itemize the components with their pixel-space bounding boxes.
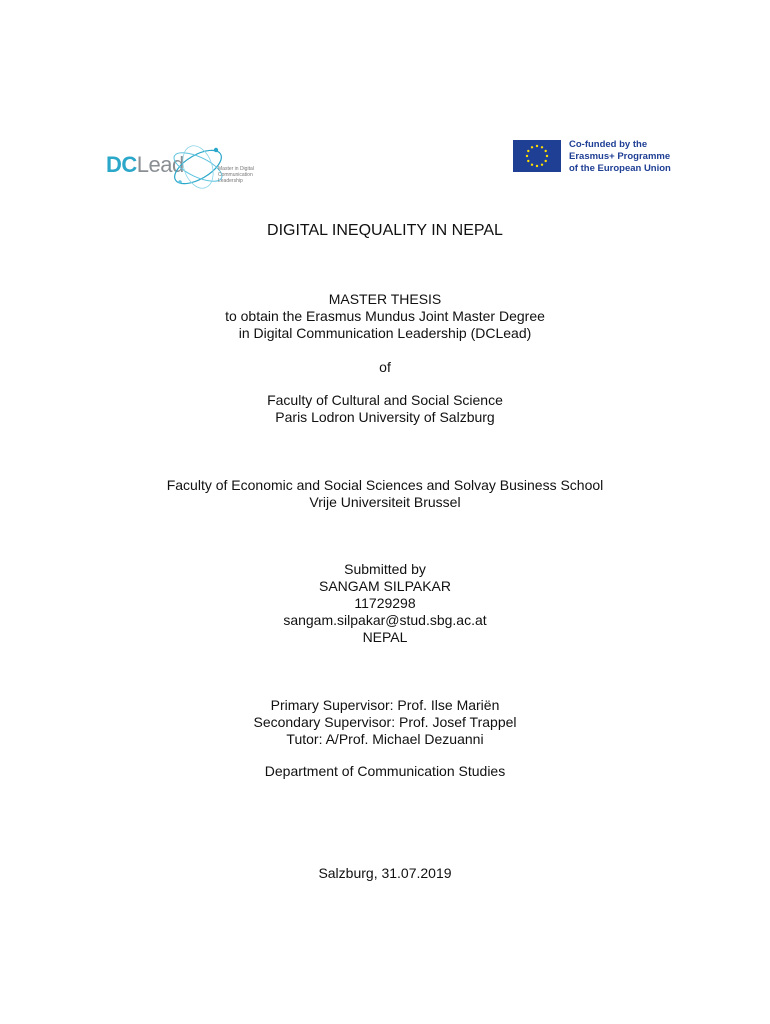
university-name: Vrije Universiteit Brussel <box>309 494 461 510</box>
supervision-block <box>0 697 770 748</box>
eu-stars-icon <box>513 140 561 172</box>
eu-funding-text <box>569 139 671 175</box>
thesis-title <box>0 221 770 241</box>
submission-block <box>0 561 770 646</box>
thesis-purpose-line: to obtain the Erasmus Mundus Joint Master Degree <box>225 308 545 324</box>
place-date: Salzburg, 31.07.2019 <box>318 865 452 881</box>
erasmus-eu-logo <box>513 139 678 175</box>
faculty-name: Faculty of Economic and Social Sciences and Solvay Business School <box>166 477 604 493</box>
author-country: NEPAL <box>362 629 408 645</box>
eu-flag-icon <box>513 140 561 172</box>
place-date-block <box>0 865 770 882</box>
submitted-by-label: Submitted by <box>344 561 426 577</box>
eu-funding-line: Co-funded by the <box>569 139 648 150</box>
author-name: SANGAM SILPAKAR <box>318 578 451 594</box>
thesis-type-block <box>0 291 770 342</box>
dclead-wordmark-lead: Lead <box>136 152 184 177</box>
dclead-subtitle-line: Communication <box>218 172 253 178</box>
dclead-wordmark-dc: DC <box>106 152 137 177</box>
eu-funding-line: of the European Union <box>569 163 671 174</box>
student-id: 11729298 <box>354 595 416 611</box>
department-name: Department of Communication Studies <box>264 763 506 779</box>
primary-supervisor: Primary Supervisor: Prof. Ilse Mariën <box>270 697 500 713</box>
faculty-salzburg <box>0 392 770 426</box>
tutor: Tutor: A/Prof. Michael Dezuanni <box>286 731 484 747</box>
thesis-type: MASTER THESIS <box>328 291 442 307</box>
department-block <box>0 763 770 780</box>
faculty-name: Faculty of Cultural and Social Science <box>267 392 503 408</box>
of-line <box>0 359 770 376</box>
faculty-brussel <box>0 477 770 511</box>
dclead-subtitle <box>218 166 268 184</box>
university-name: Paris Lodron University of Salzburg <box>275 409 495 425</box>
eu-funding-line: Erasmus+ Programme <box>569 151 671 162</box>
author-email: sangam.silpakar@stud.sbg.ac.at <box>283 612 487 628</box>
thesis-title-text: DIGITAL INEQUALITY IN NEPAL <box>267 222 503 239</box>
dclead-subtitle-line: Master in Digital <box>218 166 254 172</box>
thesis-purpose-line: in Digital Communication Leadership (DCLead) <box>238 325 532 341</box>
secondary-supervisor: Secondary Supervisor: Prof. Josef Trappel <box>253 714 517 730</box>
of-text: of <box>379 359 391 375</box>
dclead-logo <box>106 138 266 198</box>
dclead-subtitle-line: Leadership <box>218 178 243 184</box>
